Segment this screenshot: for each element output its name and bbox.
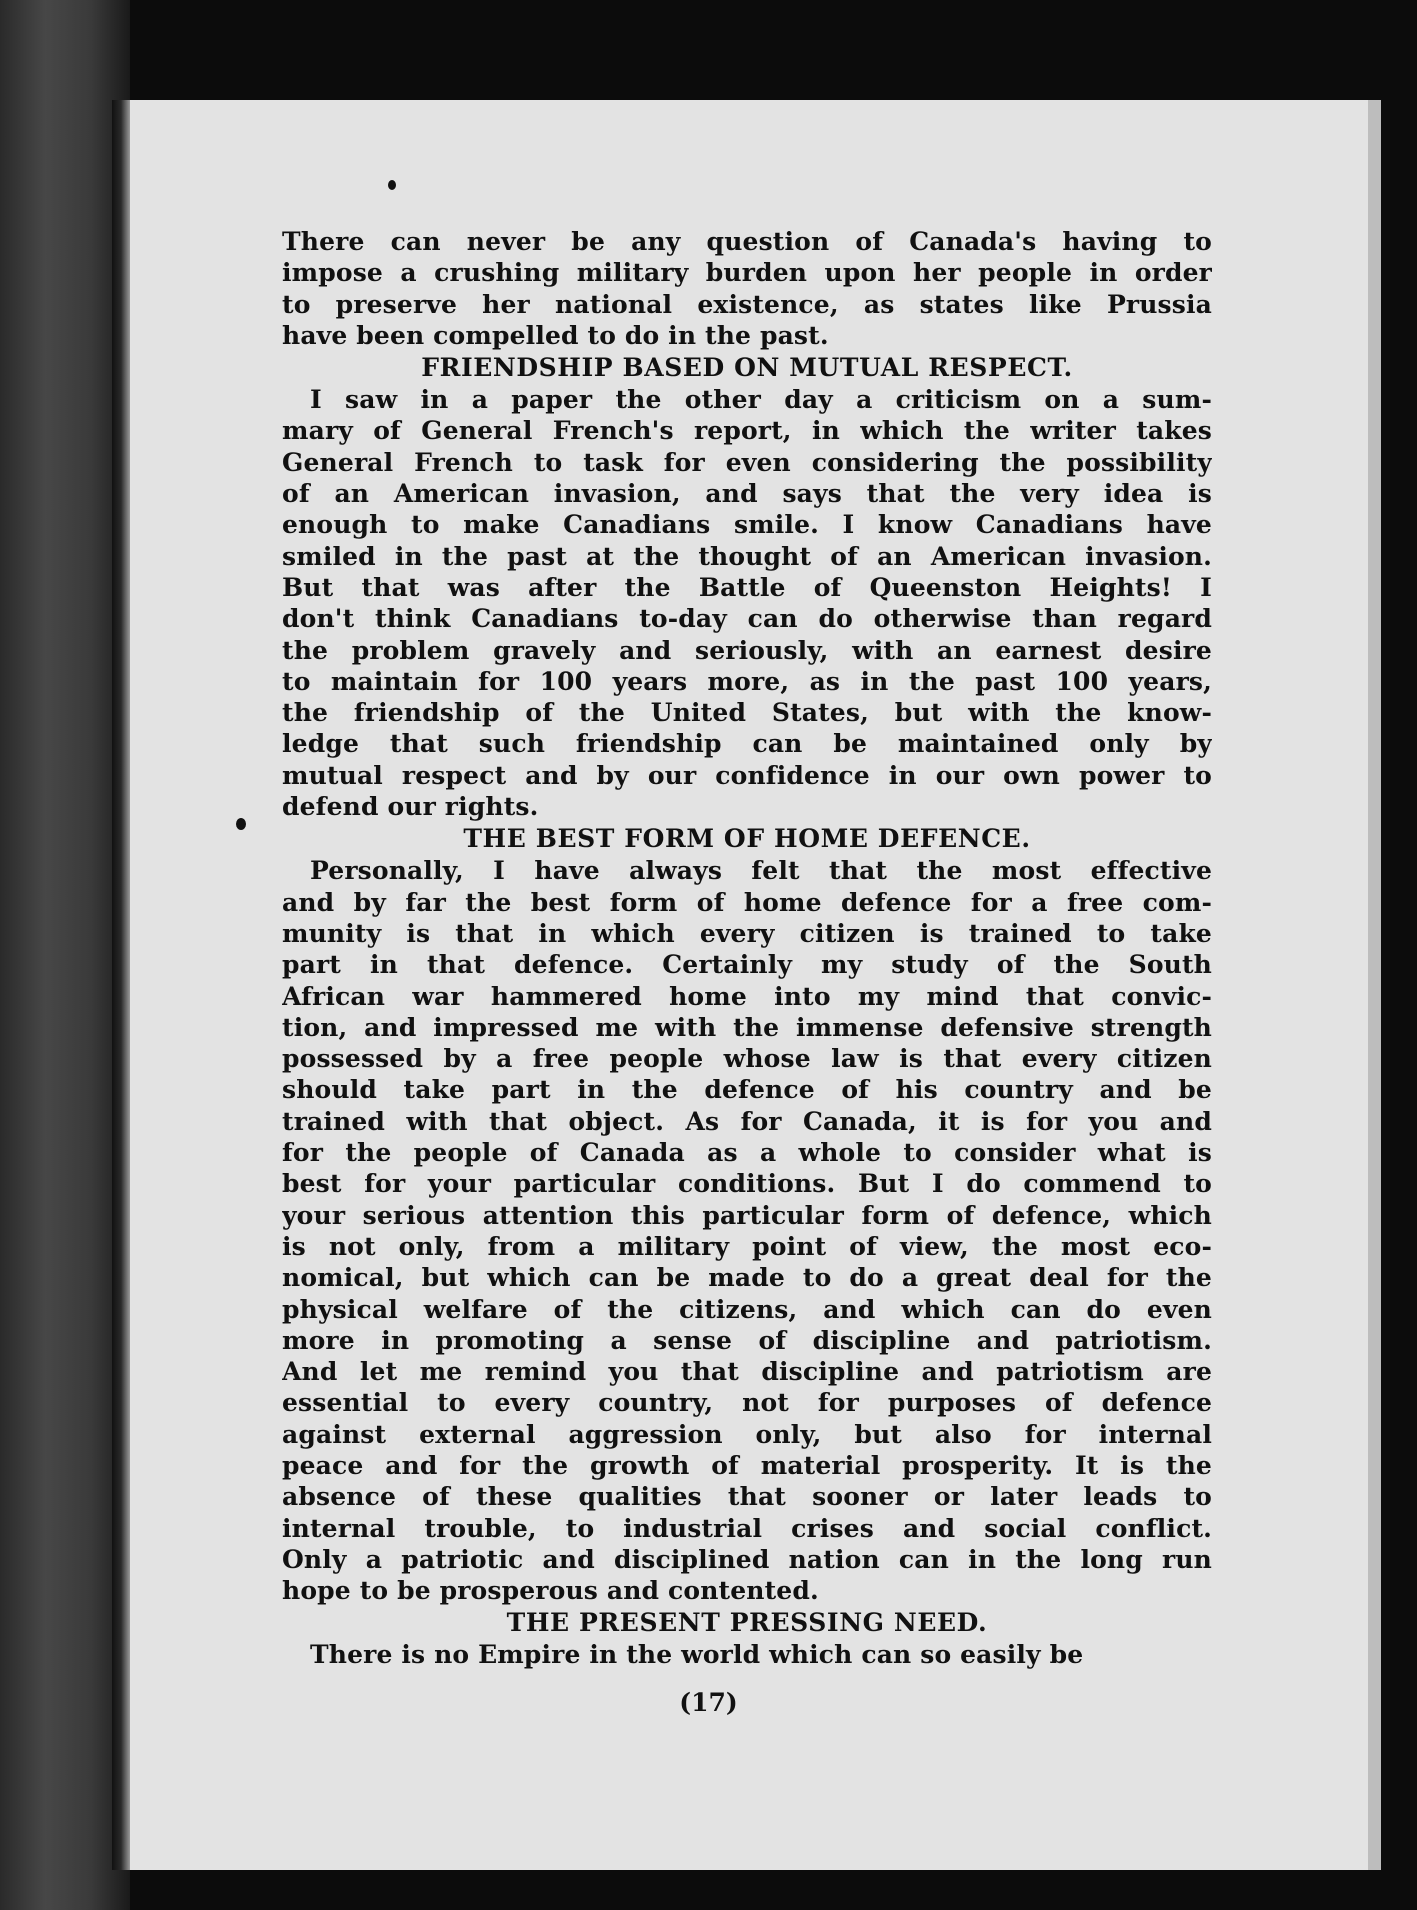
text-line: And let me remind you that discipline and patriotism are: [282, 1357, 1212, 1387]
text-line: defend our rights.: [282, 792, 539, 822]
text-line: I saw in a paper the other day a criticism on a sum-: [310, 385, 1212, 415]
text-line: to preserve her national existence, as states like Prussia: [282, 289, 1212, 319]
page-number: (17): [679, 1688, 738, 1717]
text-line: internal trouble, to industrial crises and social conflict.: [282, 1513, 1212, 1543]
page-gutter: [112, 100, 130, 1870]
text-line: against external aggression only, but also for internal: [282, 1419, 1212, 1449]
text-line: essential to every country, not for purposes of defence: [282, 1388, 1212, 1418]
text-line: There is no Empire in the world which can so easily be: [310, 1640, 1084, 1670]
text-line: tion, and impressed me with the immense defensive strength: [282, 1012, 1212, 1042]
text-line: physical welfare of the citizens, and which can do even: [282, 1294, 1212, 1324]
page-right-edge: [1368, 100, 1381, 1870]
text-line: General French to task for even considering the possibility: [282, 447, 1212, 477]
text-line: best for your particular conditions. But I do commend to: [282, 1169, 1212, 1199]
text-line: and by far the best form of home defence for a free com-: [282, 887, 1212, 917]
text-line: mary of General French's report, in which the writer takes: [282, 416, 1212, 446]
text-line: the friendship of the United States, but with the know-: [282, 698, 1212, 728]
text-line: peace and for the growth of material prosperity. It is the: [282, 1450, 1212, 1480]
text-line: enough to make Canadians smile. I know Canadians have: [282, 510, 1212, 540]
text-line: impose a crushing military burden upon her people in order: [282, 258, 1212, 288]
text-line: Only a patriotic and disciplined nation can in the long run: [282, 1544, 1212, 1574]
text-line: munity is that in which every citizen is trained to take: [282, 918, 1212, 948]
text-line: smiled in the past at the thought of an American invasion.: [282, 541, 1212, 571]
text-line: But that was after the Battle of Queenston Heights! I: [282, 572, 1212, 602]
text-line: should take part in the defence of his country and be: [282, 1075, 1212, 1105]
text-line: your serious attention this particular form of defence, which: [282, 1200, 1212, 1230]
text-line: absence of these qualities that sooner or later leads to: [282, 1482, 1212, 1512]
text-line: Personally, I have always felt that the most effective: [310, 856, 1212, 886]
section-heading-friendship: FRIENDSHIP BASED ON MUTUAL RESPECT.: [421, 353, 1073, 383]
text-line: is not only, from a military point of view, the most eco-: [282, 1231, 1212, 1261]
scan-left-margin: [0, 0, 130, 1910]
speck-mark: [388, 180, 396, 190]
text-line: to maintain for 100 years more, as in the past 100 years,: [282, 666, 1212, 696]
text-line: the problem gravely and seriously, with an earnest desire: [282, 635, 1212, 665]
text-line: hope to be prosperous and contented.: [282, 1576, 819, 1606]
text-line: trained with that object. As for Canada, it is for you and: [282, 1106, 1212, 1136]
text-line: have been compelled to do in the past.: [282, 320, 829, 350]
text-line: nomical, but which can be made to do a great deal for the: [282, 1263, 1212, 1293]
section-heading-pressing-need: THE PRESENT PRESSING NEED.: [506, 1608, 988, 1638]
text-line: ledge that such friendship can be maintained only by: [282, 729, 1212, 759]
text-line: of an American invasion, and says that the very idea is: [282, 479, 1212, 509]
text-line: There can never be any question of Canada's having to: [282, 227, 1212, 256]
page-body: [282, 226, 1212, 1671]
text-line: for the people of Canada as a whole to consider what is: [282, 1138, 1212, 1168]
text-line: part in that defence. Certainly my study of the South: [282, 950, 1212, 980]
text-line: possessed by a free people whose law is that every citizen: [282, 1044, 1212, 1074]
speck-mark: [236, 818, 246, 830]
text-line: don't think Canadians to-day can do otherwise than regard: [282, 604, 1212, 634]
text-line: mutual respect and by our confidence in our own power to: [282, 760, 1212, 790]
text-line: African war hammered home into my mind that convic-: [282, 981, 1212, 1011]
section-heading-home-defence: THE BEST FORM OF HOME DEFENCE.: [463, 824, 1031, 854]
text-line: more in promoting a sense of discipline and patriotism.: [282, 1325, 1212, 1355]
